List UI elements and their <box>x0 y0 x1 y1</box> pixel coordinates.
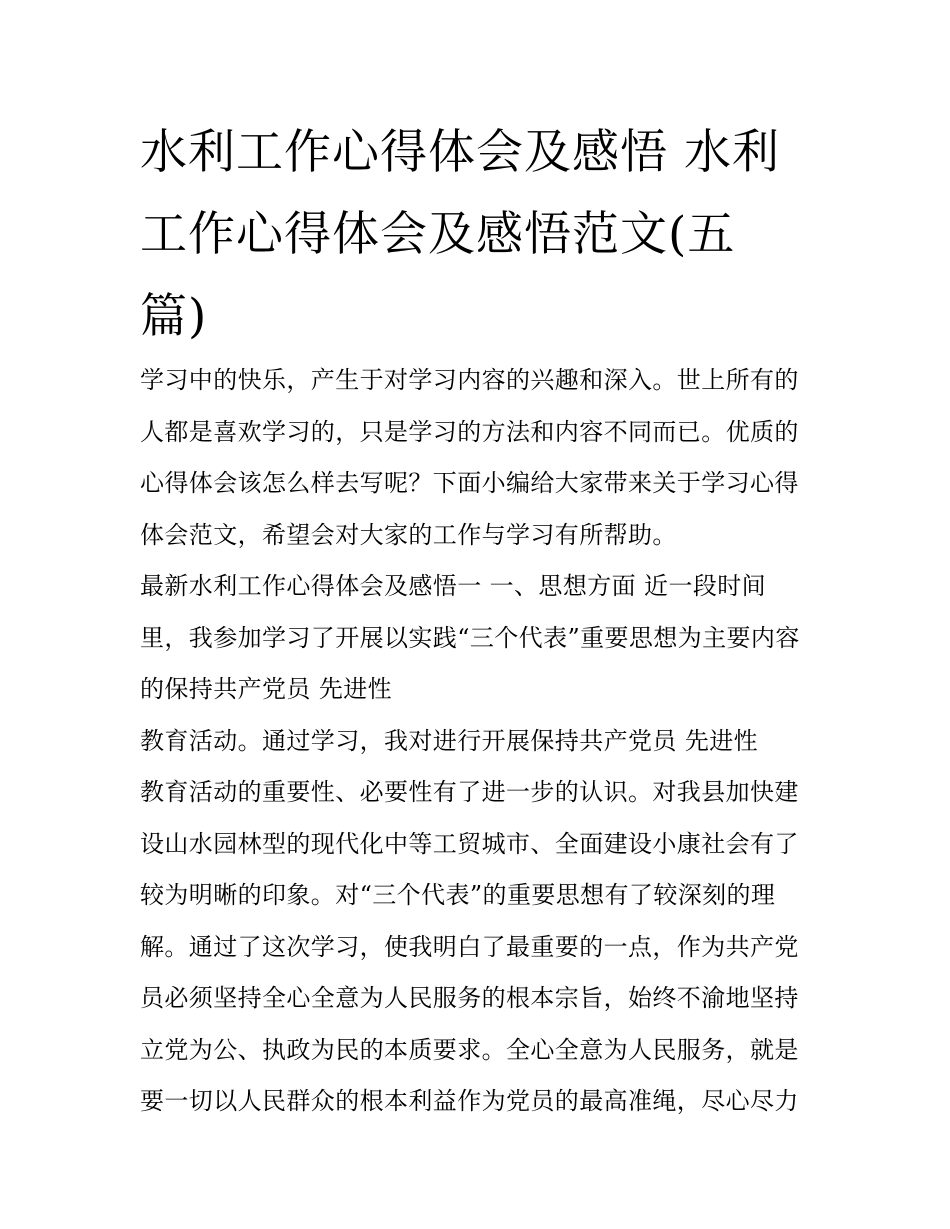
document-body <box>140 355 820 1128</box>
title-line: 篇) <box>140 289 208 344</box>
document-title <box>140 112 820 358</box>
body-line: 最新水利工作心得体会及感悟一 一、思想方面 近一段时间 <box>140 572 767 600</box>
title-line: 水利工作心得体会及感悟 水利 <box>140 125 780 180</box>
body-line: 较为明晰的印象。对“三个代表”的重要思想有了较深刻的理 <box>140 881 776 909</box>
title-line: 工作心得体会及感悟范文(五 <box>140 207 736 262</box>
body-line: 教育活动的重要性、必要性有了进一步的认识。对我县加快建 <box>140 778 799 806</box>
body-line: 人都是喜欢学习的，只是学习的方法和内容不同而已。优质的 <box>140 417 799 446</box>
body-line: 员必须坚持全心全意为人民服务的根本宗旨，始终不渝地坚持 <box>140 984 799 1012</box>
body-line: 要一切以人民群众的根本利益作为党员的最高准绳，尽心尽力 <box>140 1087 799 1115</box>
body-line: 里，我参加学习了开展以实践“三个代表”重要思想为主要内容 <box>140 623 800 652</box>
body-line: 学习中的快乐，产生于对学习内容的兴趣和深入。世上所有的 <box>140 366 799 394</box>
body-line: 立党为公、执政为民的本质要求。全心全意为人民服务，就是 <box>140 1035 799 1064</box>
body-line: 解。通过了这次学习，使我明白了最重要的一点，作为共产党 <box>140 932 799 961</box>
body-line: 设山水园林型的现代化中等工贸城市、全面建设小康社会有了 <box>140 829 799 858</box>
body-line: 教育活动。通过学习，我对进行开展保持共产党员 先进性 <box>140 726 759 755</box>
body-line: 心得体会该怎么样去写呢？下面小编给大家带来关于学习心得 <box>140 469 799 497</box>
body-line: 的保持共产党员 先进性 <box>140 675 393 703</box>
body-line: 体会范文，希望会对大家的工作与学习有所帮助。 <box>140 520 677 549</box>
